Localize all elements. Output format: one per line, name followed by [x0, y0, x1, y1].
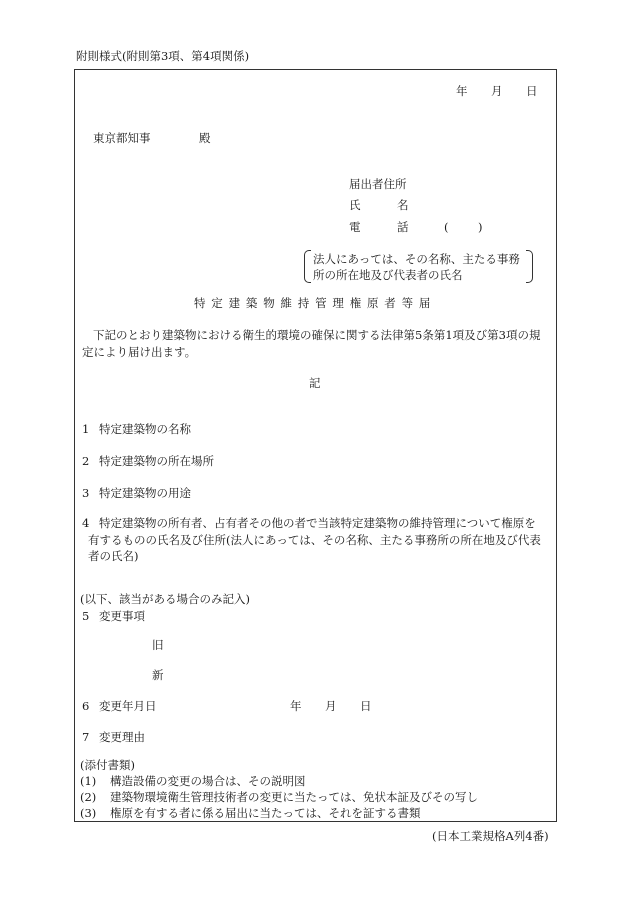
item4-number: 4: [82, 516, 90, 530]
form-header-note: 附則様式(附則第3項、第4項関係): [76, 49, 250, 63]
date-year: 年: [456, 84, 468, 98]
addressee-honorific: 殿: [199, 131, 211, 145]
corp-note-line2: 所の所在地及び代表者の氏名: [313, 268, 463, 282]
item4-line3: 者の氏名): [88, 549, 139, 563]
item6-year: 年: [290, 699, 302, 713]
ki-heading: 記: [309, 376, 321, 390]
conditional-note: (以下、該当がある場合のみ記入): [80, 592, 250, 606]
item7-label: 変更理由: [99, 730, 145, 744]
item7-number: 7: [82, 730, 90, 744]
applicant-phone-label-2: 話: [397, 220, 409, 234]
corp-note-bracket-right: [526, 250, 533, 283]
item1-number: 1: [82, 422, 90, 436]
applicant-name-label-2: 名: [397, 198, 409, 212]
applicant-phone-label-1: 電: [349, 220, 361, 234]
attachment-2-number: (2): [80, 790, 97, 804]
corp-note-bracket-left: [304, 250, 311, 283]
attachments-heading: (添付書類): [80, 758, 135, 772]
phone-paren-close: ): [478, 220, 483, 234]
item6-label: 変更年月日: [99, 699, 157, 713]
applicant-address-label: 届出者住所: [349, 177, 407, 191]
item4-line1: 特定建築物の所有者、占有者その他の者で当該特定建築物の維持管理について権原を: [99, 516, 536, 530]
item6-number: 6: [82, 699, 90, 713]
item6-day: 日: [360, 699, 372, 713]
item5-label: 変更事項: [99, 609, 145, 623]
form-title: 特定建築物維持管理権原者等届: [194, 296, 437, 310]
item4-line2: 有するものの氏名及び住所(法人にあっては、その名称、主たる事務所の所在地及び代表: [88, 533, 541, 547]
intro-line2: 定により届け出ます。: [82, 345, 197, 359]
attachment-2-text: 建築物環境衛生管理技術者の変更に当たっては、免状本証及びその写し: [110, 790, 478, 804]
item2-number: 2: [82, 454, 90, 468]
item6-month: 月: [325, 699, 337, 713]
item5-old: 旧: [152, 638, 164, 652]
footer-note: (日本工業規格A列4番): [432, 829, 549, 843]
attachment-1-number: (1): [80, 774, 97, 788]
intro-line1: 下記のとおり建築物における衛生的環境の確保に関する法律第5条第1項及び第3項の規: [93, 328, 541, 342]
item2-label: 特定建築物の所在場所: [99, 454, 214, 468]
item3-label: 特定建築物の用途: [99, 486, 191, 500]
corp-note-line1: 法人にあっては、その名称、主たる事務: [313, 252, 520, 266]
item3-number: 3: [82, 486, 90, 500]
date-day: 日: [526, 84, 538, 98]
addressee-governor: 東京都知事: [93, 131, 151, 145]
attachment-3-text: 権原を有する者に係る届出に当たっては、それを証する書類: [110, 806, 421, 820]
item1-label: 特定建築物の名称: [99, 422, 191, 436]
applicant-name-label-1: 氏: [349, 198, 361, 212]
attachment-3-number: (3): [80, 806, 97, 820]
phone-paren-open: (: [444, 220, 449, 234]
item5-new: 新: [152, 668, 164, 682]
item5-number: 5: [82, 609, 90, 623]
attachment-1-text: 構造設備の変更の場合は、その説明図: [110, 774, 306, 788]
date-month: 月: [491, 84, 503, 98]
